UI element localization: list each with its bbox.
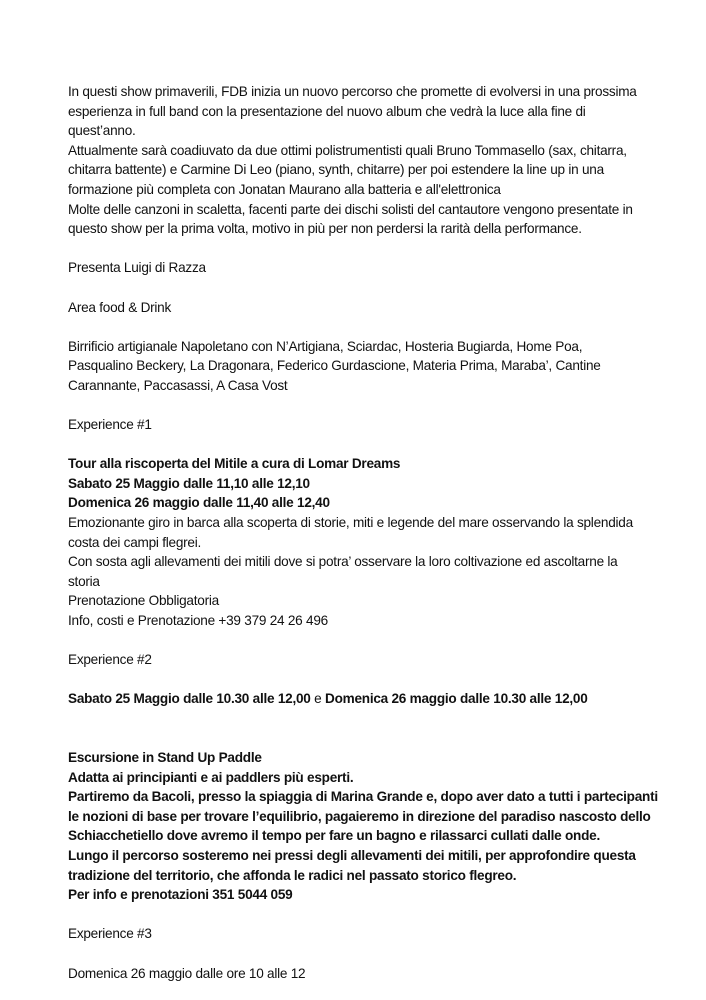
text-line: le nozioni di base per trovare l’equilibrio, pagaieremo in direzione del paradiso nascosto dello: [68, 808, 651, 824]
presenter-text: Presenta Luigi di Razza: [68, 260, 206, 276]
intro-paragraph: [68, 82, 648, 239]
text-line: Birrificio artigianale Napoletano con N’Artigiana, Sciardac, Hosteria Bugiarda, Home Poa,: [68, 338, 583, 354]
booking-required: Prenotazione Obbligatoria: [68, 593, 219, 609]
experience2-details: [68, 748, 658, 905]
text-line: In questi show primaverili, FDB inizia un nuovo percorso che promette di evolversi in una prossima: [68, 84, 637, 99]
text-line: chitarra battente) e Carmine Di Leo (piano, synth, chitarre) per poi estendere la line up in una: [68, 162, 604, 178]
spacer: [68, 396, 648, 416]
spacer: [68, 239, 648, 259]
food-area-heading: [68, 298, 648, 318]
text-line: storia: [68, 573, 100, 589]
experience2-title: Experience #2: [68, 652, 152, 668]
experience3-heading: [68, 924, 648, 944]
text-line: quest’anno.: [68, 123, 136, 139]
experience1-tour-title: Tour alla riscoperta del Mitile a cura di Lomar Dreams: [68, 456, 401, 472]
text-line: Con sosta agli allevamenti dei mitili dove si potra’ osservare la loro coltivazione ed ascoltarne la: [68, 554, 618, 570]
spacer: [68, 709, 648, 748]
booking-contact: Info, costi e Prenotazione +39 379 24 26 496: [68, 613, 328, 629]
experience1-schedule-sunday: Domenica 26 maggio dalle 11,40 alle 12,40: [68, 495, 330, 511]
experience3-schedule: [68, 964, 648, 984]
food-area-vendors: [68, 337, 648, 396]
experience2-schedule-sunday: Domenica 26 maggio dalle 10.30 alle 12,00: [325, 691, 588, 707]
spacer: [68, 278, 648, 298]
experience1-schedule-saturday: Sabato 25 Maggio dalle 11,10 alle 12,10: [68, 475, 310, 491]
text-line: Molte delle canzoni in scaletta, facenti parte dei dischi solisti del cantautore vengono presentate in: [68, 201, 633, 217]
spacer: [68, 944, 648, 964]
experience2-heading: [68, 650, 648, 670]
spacer: [68, 905, 648, 925]
experience2-schedule: [68, 689, 648, 709]
presenter-line: [68, 258, 648, 278]
text-line: Partiremo da Bacoli, presso la spiaggia di Marina Grande e, dopo aver dato a tutti i partecipanti: [68, 789, 658, 805]
experience2-schedule-saturday: Sabato 25 Maggio dalle 10.30 alle 12,00: [68, 691, 311, 707]
experience1-title: Experience #1: [68, 417, 152, 433]
experience3-schedule-text: Domenica 26 maggio dalle ore 10 alle 12: [68, 965, 306, 981]
experience3-title: Experience #3: [68, 926, 152, 942]
food-area-title: Area food & Drink: [68, 299, 172, 315]
spacer: [68, 631, 648, 651]
text-line: esperienza in full band con la presentazione del nuovo album che vedrà la luce alla fine di: [68, 103, 586, 119]
booking-contact: Per info e prenotazioni 351 5044 059: [68, 887, 293, 903]
spacer: [68, 317, 648, 337]
text-line: Lungo il percorso sosteremo nei pressi degli allevamenti dei mitili, per approfondire questa: [68, 847, 636, 863]
document-page: [68, 82, 658, 983]
experience1-heading: [68, 415, 648, 435]
text-line: questo show per la prima volta, motivo in più per non perdersi la rarità della performance.: [68, 221, 582, 237]
text-line: Schiacchetiello dove avremo il tempo per fare un bagno e rilassarci cullati dalle onde.: [68, 828, 600, 844]
text-line: Emozionante giro in barca alla scoperta di storie, miti e legende del mare osservando la splendida: [68, 515, 633, 531]
text-line: Attualmente sarà coadiuvato da due ottimi polistrumentisti quali Bruno Tommasello (sax, chitarra,: [68, 142, 627, 158]
text-line: Carannante, Paccasassi, A Casa Vost: [68, 377, 288, 393]
experience1-details: [68, 454, 648, 630]
text-line: Adatta ai principianti e ai paddlers più esperti.: [68, 769, 354, 785]
spacer: [68, 670, 648, 690]
text-line: formazione più completa con Jonatan Maurano alla batteria e all'elettronica: [68, 181, 501, 197]
text-line: Pasqualino Beckery, La Dragonara, Federico Gurdascione, Materia Prima, Maraba’, Cantine: [68, 358, 601, 374]
experience2-title-sup: Escursione in Stand Up Paddle: [68, 750, 262, 765]
schedule-connector: e: [310, 691, 325, 707]
text-line: costa dei campi flegrei.: [68, 534, 202, 550]
spacer: [68, 435, 648, 455]
text-line: tradizione del territorio, che affonda le radici nel passato storico flegreo.: [68, 867, 517, 883]
